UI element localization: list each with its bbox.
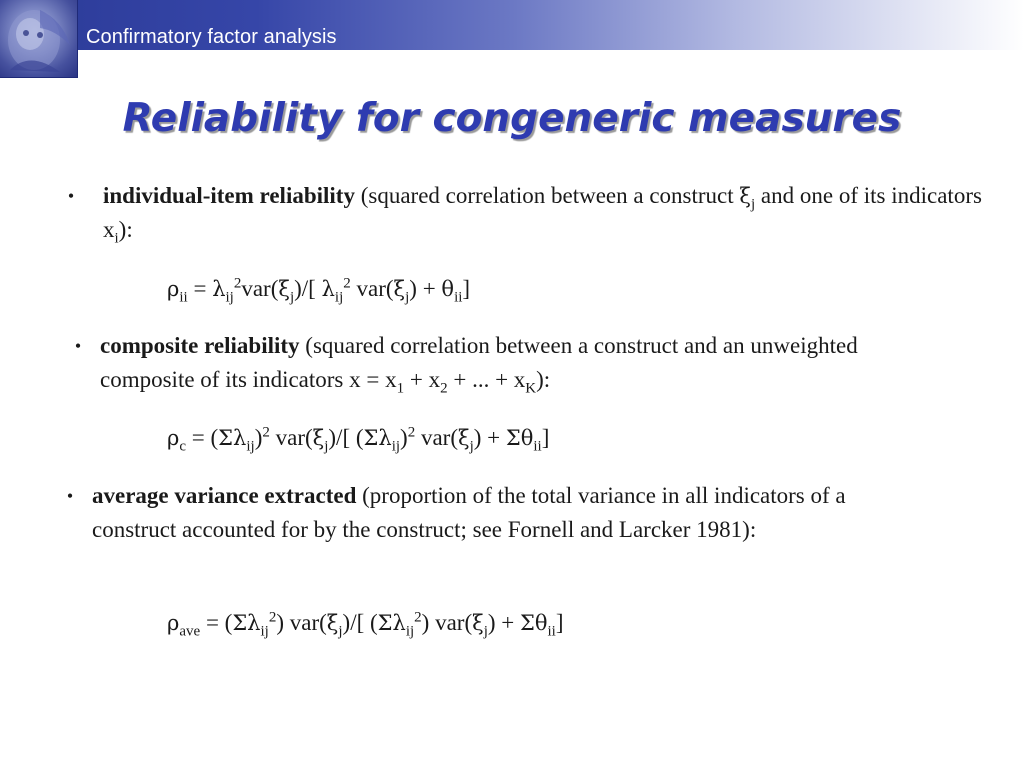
item-description: (squared correlation between a construct and an unweighted composite of its indicators x = x: [100, 333, 858, 392]
item-description: ):: [536, 367, 551, 392]
formula-individual-reliability: $\rho_{ii} = \lambda_{ij}^2var(\xi_j)/$[ $\lambda_{ij}^2$ $var(\xi_j) + \theta_{ii}$]: [167, 275, 471, 306]
xi-symbol: ξ: [739, 184, 751, 208]
formula-composite-reliability: $\rho_c = (\Sigma\lambda_{ij})^2$ $var(\xi_j)/$[ $(\Sigma\lambda_{ij})^2$ $var(\xi_j) + \Sigma\theta_{ii}$]: [167, 424, 550, 455]
header-title: Confirmatory factor analysis: [86, 26, 337, 48]
bullet-icon: •: [74, 336, 82, 356]
bullet-icon: •: [66, 486, 74, 506]
bullet-icon: •: [67, 186, 75, 206]
formula-ave: $\rho_{ave} = (\Sigma\lambda_{ij}^2)$ $var(\xi_j)/$[ $(\Sigma\lambda_{ij}^2) var(\xi_j) + \Sigma\theta_{ii}$]: [167, 609, 564, 640]
item-description: (proportion of the total variance in all indicators of a construct accounted for by the construct; see Fornell and Larcker 1981):: [92, 483, 846, 542]
subscript: j: [751, 196, 756, 213]
term-label: average variance extracted: [92, 483, 357, 508]
subscript: 2: [440, 380, 448, 397]
term-label: individual-item reliability: [103, 183, 355, 208]
logo-image: [0, 0, 78, 78]
item-description: + ... + x: [447, 367, 526, 392]
subscript: 1: [396, 380, 405, 397]
subscript: K: [525, 380, 537, 397]
item-description: + x: [404, 367, 441, 392]
item-description: ):: [118, 217, 133, 242]
slide-title: Reliability for congeneric measures: [122, 96, 902, 141]
list-item-ave: [92, 479, 932, 547]
item-description: and one of its indicators x: [103, 183, 982, 242]
subscript: i: [114, 230, 119, 247]
list-item-individual-reliability: [103, 179, 983, 247]
item-description: (squared correlation between a construct: [354, 183, 740, 208]
term-label: composite reliability: [100, 333, 300, 358]
list-item-composite-reliability: [100, 329, 920, 397]
